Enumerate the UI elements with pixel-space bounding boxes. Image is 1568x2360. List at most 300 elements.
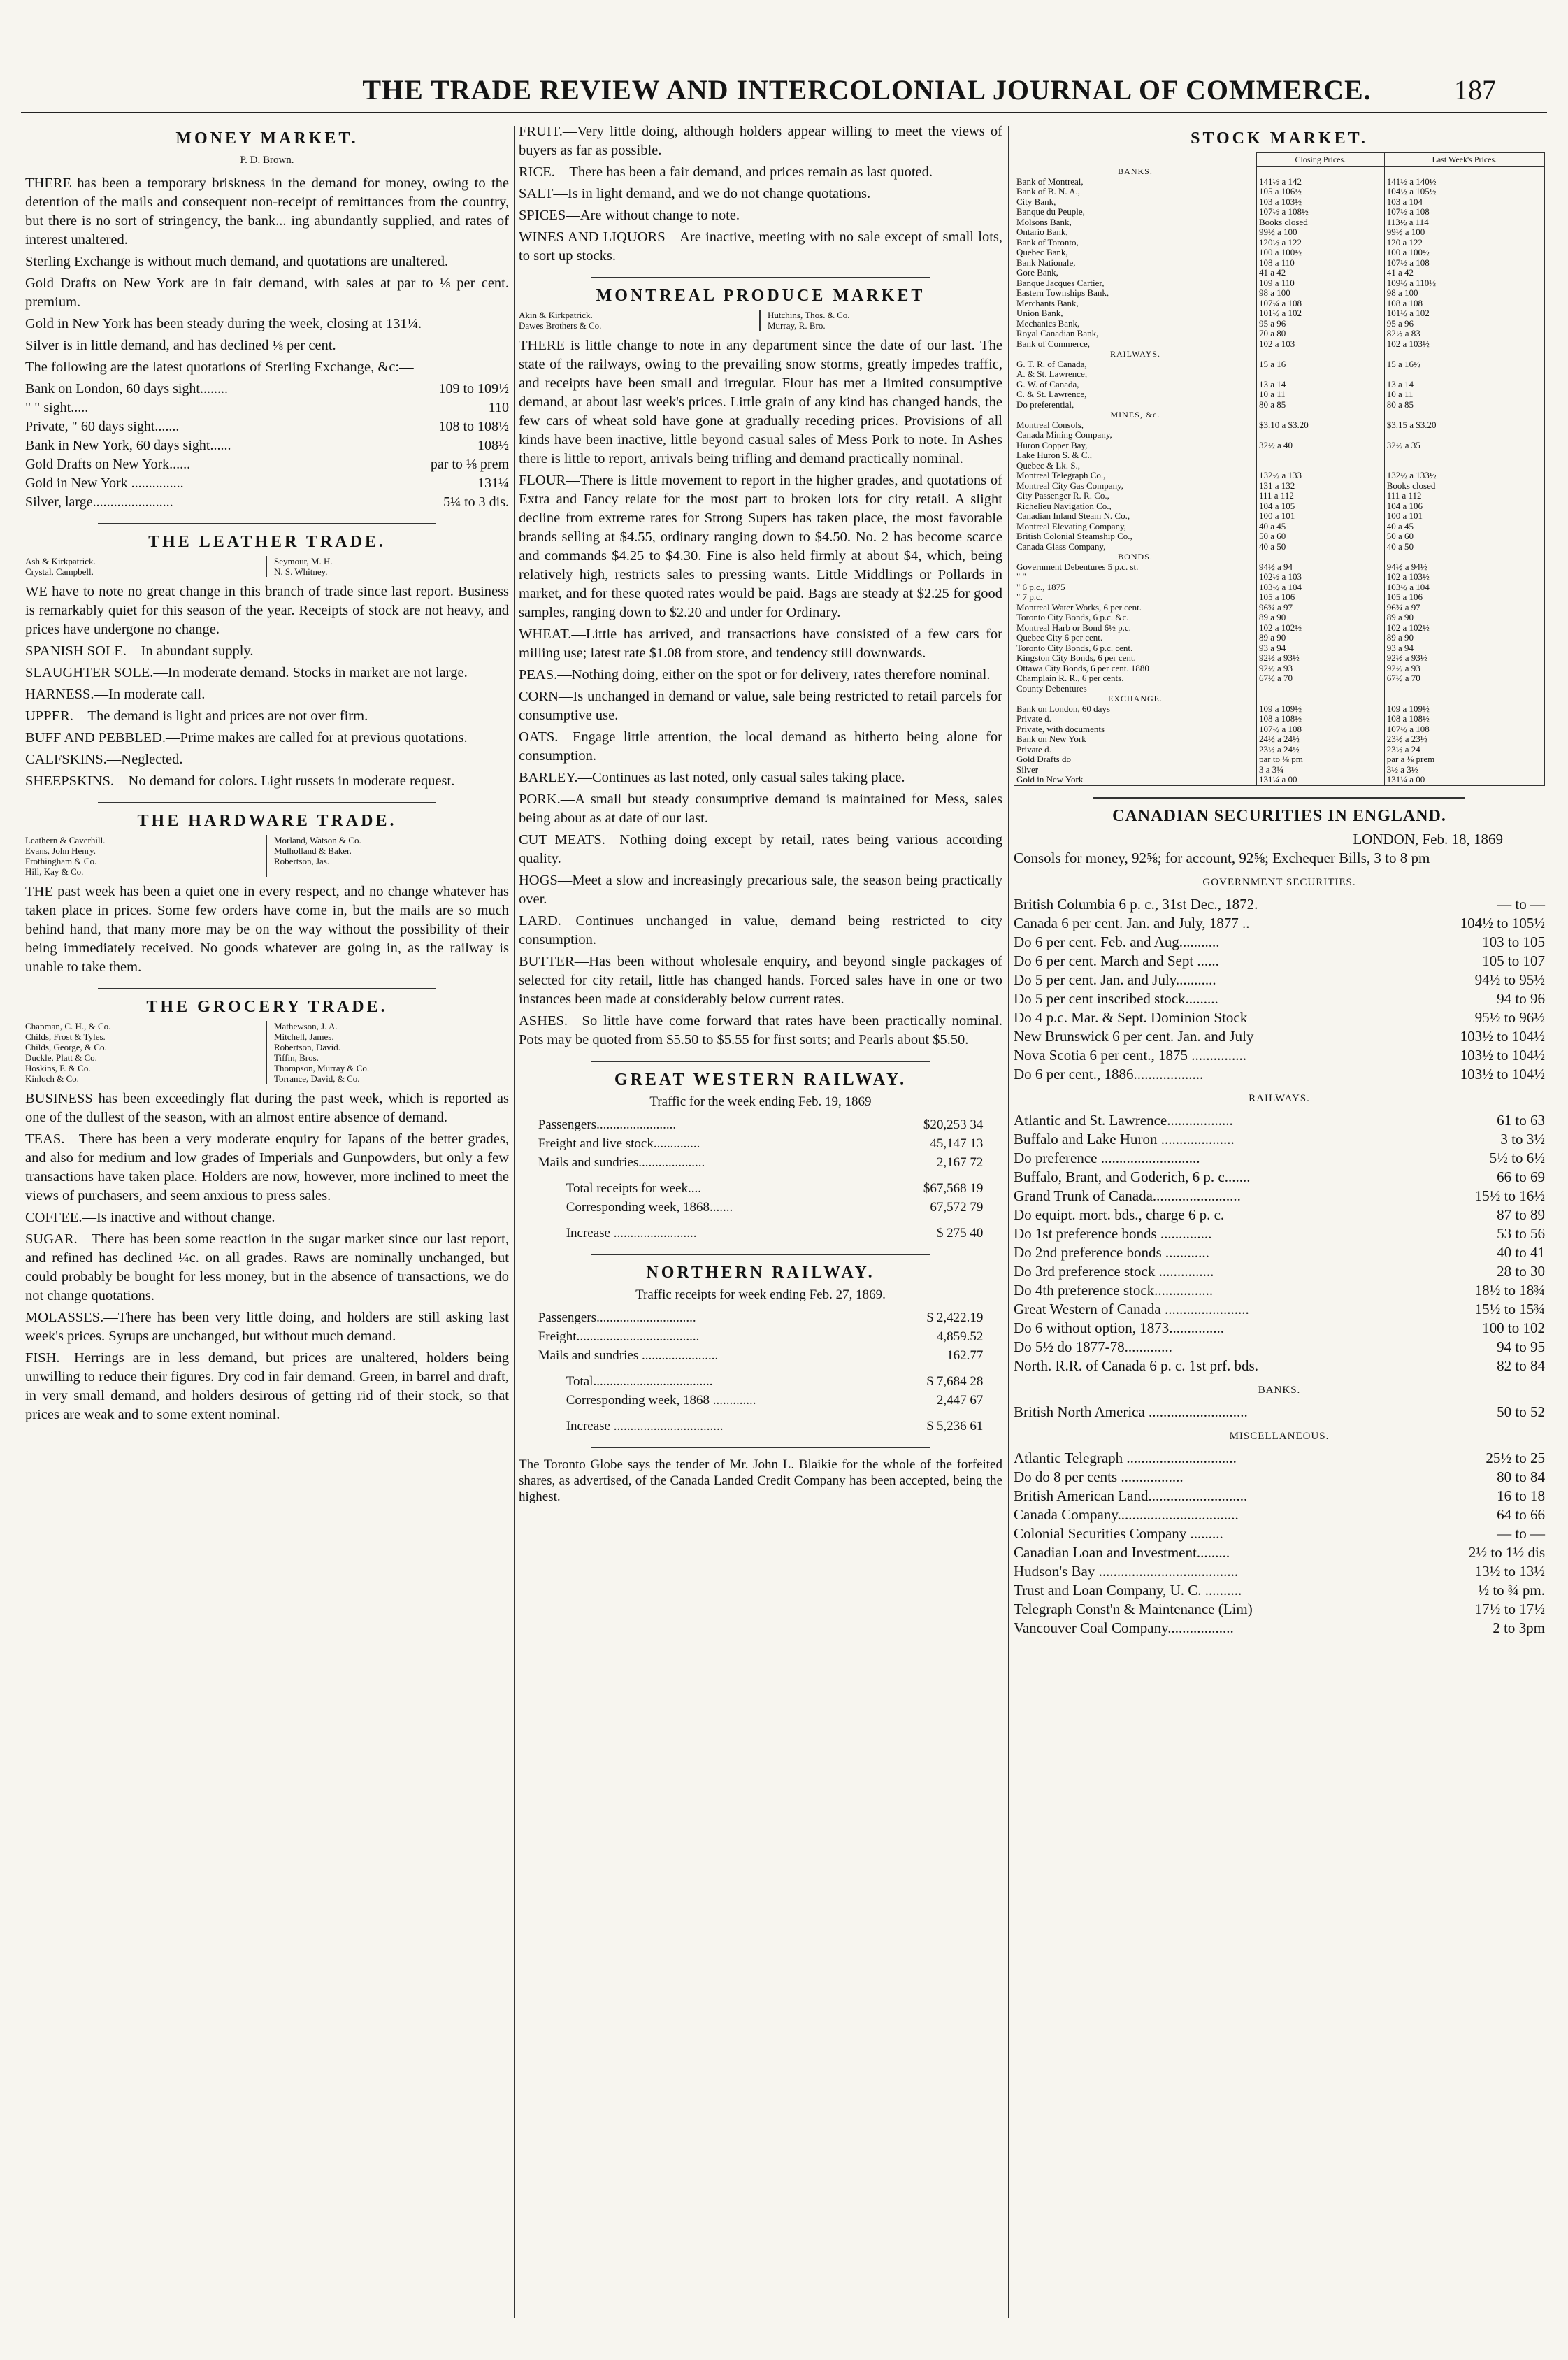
security-price: 105 to 107 bbox=[1482, 952, 1545, 969]
northern-railway-subtitle: Traffic receipts for week ending Feb. 27, 1869. bbox=[635, 1287, 886, 1302]
security-price: 64 to 66 bbox=[1497, 1506, 1545, 1523]
closing-price: 100 a 100½ bbox=[1257, 248, 1385, 258]
stock-name: Quebec Bank, bbox=[1014, 248, 1257, 258]
traffic-label: Passengers........................ bbox=[538, 1117, 677, 1132]
great-western-heading: GREAT WESTERN RAILWAY. bbox=[614, 1071, 907, 1089]
section-divider bbox=[591, 277, 930, 278]
stock-empty-cell bbox=[1257, 166, 1385, 177]
quote-row bbox=[25, 399, 509, 417]
closing-price: 93 a 94 bbox=[1257, 643, 1385, 654]
stock-name: Montreal Elevating Company, bbox=[1014, 522, 1257, 532]
paragraph: FLOUR—There is little movement to report in the higher grades, and quotations of Extra and Fancy relate for the most part to broken lots for city retail. A slight decline from extreme rates for Strong Supers has taken place, the most favorable brands selling at $4.55, ordinary ranging down to $4.50. No. 2 has become scarce and commands $4.25 to $4.30. Fine is also held firmly at about $4, which, being relatively high, restricts sales to pressing wants. Little Middlings or Pollards in market, and for these quoted rates would be paid. Bags are steady at $2.25 for good samples, ranging down to $2.20 and under for Ordinary. bbox=[519, 473, 1002, 620]
stock-row bbox=[1014, 633, 1545, 643]
last-week-price: 113½ a 114 bbox=[1384, 217, 1544, 228]
quote-label: Bank on London, 60 days sight........ bbox=[25, 381, 228, 396]
quote-row bbox=[25, 455, 509, 474]
stock-name-header bbox=[1014, 153, 1257, 167]
last-week-price: 99½ a 100 bbox=[1384, 227, 1544, 238]
paragraph: SPICES—Are without change to note. bbox=[519, 208, 740, 223]
last-week-price: 104 a 106 bbox=[1384, 501, 1544, 512]
last-week-price: 10 a 11 bbox=[1384, 389, 1544, 400]
paragraph: HARNESS.—In moderate call. bbox=[25, 687, 206, 702]
security-name: Do 5 per cent. Jan. and July........... bbox=[1014, 971, 1216, 988]
security-price: 94½ to 95½ bbox=[1474, 971, 1545, 988]
firm-list bbox=[25, 835, 509, 877]
stock-row bbox=[1014, 177, 1545, 187]
last-week-price: 92½ a 93½ bbox=[1384, 653, 1544, 664]
paragraph: Gold in New York has been steady during the week, closing at 131¼. bbox=[25, 316, 422, 331]
closing-price: 103½ a 104 bbox=[1257, 582, 1385, 593]
security-name: Canada Company................................. bbox=[1014, 1506, 1239, 1523]
stock-name: Bank on London, 60 days bbox=[1014, 704, 1257, 715]
paragraph: Silver is in little demand, and has declined ⅛ per cent. bbox=[25, 338, 336, 353]
closing-price: 132½ a 133 bbox=[1257, 471, 1385, 481]
last-week-prices-header: Last Week's Prices. bbox=[1384, 153, 1544, 167]
great-western-traffic bbox=[538, 1115, 984, 1243]
securities-row bbox=[1014, 1168, 1545, 1187]
stock-name: C. & St. Lawrence, bbox=[1014, 389, 1257, 400]
stock-row bbox=[1014, 369, 1545, 380]
security-name: British North America ........................... bbox=[1014, 1403, 1248, 1420]
security-price: 2½ to 1½ dis bbox=[1468, 1543, 1545, 1561]
paragraph: BUTTER—Has been without wholesale enquiry, and beyond single packages of selected for city retail, little has changed hands. Forced sales have in one or two instances been made at considerably below current rates. bbox=[519, 954, 1002, 1007]
stock-name: Banque Jacques Cartier, bbox=[1014, 278, 1257, 289]
traffic-total-row bbox=[538, 1172, 984, 1198]
firm-divider bbox=[759, 310, 762, 331]
stock-row bbox=[1014, 765, 1545, 775]
quote-row bbox=[25, 417, 509, 436]
stock-category-label: BANKS. bbox=[1014, 166, 1257, 177]
stock-row bbox=[1014, 430, 1545, 441]
security-name: Do 1st preference bonds .............. bbox=[1014, 1224, 1212, 1242]
paragraph: RICE.—There has been a fair demand, and prices remain as last quoted. bbox=[519, 164, 933, 180]
closing-price: 102½ a 103 bbox=[1257, 572, 1385, 582]
security-price: 100 to 102 bbox=[1482, 1319, 1545, 1336]
stock-name: Canada Mining Company, bbox=[1014, 430, 1257, 441]
section-divider bbox=[98, 988, 436, 989]
quote-row bbox=[25, 474, 509, 493]
stock-header-row bbox=[1014, 153, 1545, 167]
paragraph: FRUIT.—Very little doing, although holders appear willing to meet the views of buyers as far as possible. bbox=[519, 124, 1002, 158]
closing-price: 95 a 96 bbox=[1257, 319, 1385, 329]
last-week-price bbox=[1384, 684, 1544, 694]
security-name: Nova Scotia 6 per cent., 1875 ............... bbox=[1014, 1046, 1247, 1064]
hardware-trade-heading: THE HARDWARE TRADE. bbox=[137, 812, 397, 830]
last-week-price: 92½ a 93 bbox=[1384, 664, 1544, 674]
closing-price: 40 a 50 bbox=[1257, 542, 1385, 552]
stock-name: Do preferential, bbox=[1014, 400, 1257, 410]
stock-row bbox=[1014, 197, 1545, 208]
traffic-value: 4,859.52 bbox=[936, 1329, 984, 1344]
stock-row bbox=[1014, 643, 1545, 654]
stock-row bbox=[1014, 491, 1545, 501]
security-price: — to — bbox=[1497, 1524, 1545, 1542]
securities-row bbox=[1014, 971, 1545, 989]
stock-category-label: BONDS. bbox=[1014, 552, 1257, 562]
security-price: 3 to 3½ bbox=[1500, 1130, 1545, 1147]
stock-row bbox=[1014, 734, 1545, 745]
last-week-price: 109½ a 110½ bbox=[1384, 278, 1544, 289]
paragraph: SALT—Is in light demand, and we do not change quotations. bbox=[519, 186, 871, 201]
stock-category-label: EXCHANGE. bbox=[1014, 694, 1257, 704]
closing-price: 96¾ a 97 bbox=[1257, 603, 1385, 613]
closing-price: 32½ a 40 bbox=[1257, 441, 1385, 451]
money-market-byline: P. D. Brown. bbox=[240, 155, 294, 166]
traffic-row bbox=[538, 1308, 984, 1327]
last-week-price: 108 a 108 bbox=[1384, 299, 1544, 309]
column-1 bbox=[25, 122, 509, 1427]
stock-row bbox=[1014, 359, 1545, 370]
last-week-price: 105 a 106 bbox=[1384, 592, 1544, 603]
closing-price: 67½ a 70 bbox=[1257, 673, 1385, 684]
traffic-label: Increase ................................. bbox=[566, 1419, 724, 1433]
last-week-price: 100 a 100½ bbox=[1384, 248, 1544, 258]
stock-empty-cell bbox=[1257, 694, 1385, 704]
stock-name: Montreal City Gas Company, bbox=[1014, 481, 1257, 492]
securities-row bbox=[1014, 1543, 1545, 1562]
closing-prices-header: Closing Prices. bbox=[1257, 153, 1385, 167]
last-week-price: 41 a 42 bbox=[1384, 268, 1544, 278]
last-week-price: 94½ a 94½ bbox=[1384, 562, 1544, 573]
stock-row bbox=[1014, 450, 1545, 461]
stock-row bbox=[1014, 329, 1545, 339]
security-price: 82 to 84 bbox=[1497, 1357, 1545, 1374]
security-name: Great Western of Canada ....................... bbox=[1014, 1300, 1249, 1317]
traffic-label: Corresponding week, 1868 ............. bbox=[566, 1393, 756, 1408]
closing-price: 131¼ a 00 bbox=[1257, 775, 1385, 785]
stock-category-label: RAILWAYS. bbox=[1014, 349, 1257, 359]
traffic-label: Total.................................... bbox=[566, 1374, 713, 1389]
last-week-price: 102 a 103½ bbox=[1384, 572, 1544, 582]
securities-row bbox=[1014, 1008, 1545, 1027]
security-price: 18½ to 18¾ bbox=[1474, 1281, 1545, 1299]
closing-price bbox=[1257, 450, 1385, 461]
closing-price: 104 a 105 bbox=[1257, 501, 1385, 512]
security-name: Do 2nd preference bonds ............ bbox=[1014, 1243, 1209, 1261]
traffic-row bbox=[538, 1346, 984, 1365]
stock-row bbox=[1014, 441, 1545, 451]
securities-row bbox=[1014, 1468, 1545, 1487]
closing-price bbox=[1257, 369, 1385, 380]
last-week-price: 89 a 90 bbox=[1384, 633, 1544, 643]
security-name: Grand Trunk of Canada........................ bbox=[1014, 1187, 1241, 1204]
last-week-price: 120 a 122 bbox=[1384, 238, 1544, 248]
securities-row bbox=[1014, 1065, 1545, 1084]
stock-row bbox=[1014, 511, 1545, 522]
section-divider bbox=[591, 1061, 930, 1062]
last-week-price: 100 a 101 bbox=[1384, 511, 1544, 522]
stock-category-row bbox=[1014, 410, 1545, 420]
last-week-price: 102 a 102½ bbox=[1384, 623, 1544, 634]
paragraph: SPANISH SOLE.—In abundant supply. bbox=[25, 643, 254, 659]
last-week-price: 93 a 94 bbox=[1384, 643, 1544, 654]
stock-row bbox=[1014, 299, 1545, 309]
firm-divider bbox=[266, 556, 268, 577]
closing-price: 102 a 103 bbox=[1257, 339, 1385, 350]
last-week-price: $3.15 a $3.20 bbox=[1384, 420, 1544, 431]
dateline: LONDON, Feb. 18, 1869 bbox=[1353, 830, 1503, 848]
stock-name: Montreal Consols, bbox=[1014, 420, 1257, 431]
stock-row bbox=[1014, 238, 1545, 248]
last-week-price: 89 a 90 bbox=[1384, 613, 1544, 623]
closing-price: 89 a 90 bbox=[1257, 613, 1385, 623]
stock-empty-cell bbox=[1384, 349, 1544, 359]
securities-row bbox=[1014, 1357, 1545, 1375]
stock-name: Bank on New York bbox=[1014, 734, 1257, 745]
closing-price bbox=[1257, 430, 1385, 441]
securities-category-label: GOVERNMENT SECURITIES. bbox=[1202, 876, 1356, 888]
closing-price bbox=[1257, 684, 1385, 694]
paragraph: HOGS—Meet a slow and increasingly precarious sale, the season being practically over. bbox=[519, 873, 1002, 907]
security-price: 61 to 63 bbox=[1497, 1111, 1545, 1129]
quote-row bbox=[25, 493, 509, 512]
traffic-value: 67,572 79 bbox=[930, 1200, 984, 1215]
stock-empty-cell bbox=[1384, 410, 1544, 420]
securities-row bbox=[1014, 1487, 1545, 1506]
closing-price: 13 a 14 bbox=[1257, 380, 1385, 390]
paragraph: THE past week has been a quiet one in every respect, and no change whatever has taken place in prices. Some few orders have come in, but the mails are so much behind hand, that many more may be on the way without the possibility of their being immediately received. No goods whatever are going in, as the railway is unable to take them. bbox=[25, 884, 509, 975]
security-name: Buffalo and Lake Huron .................... bbox=[1014, 1130, 1235, 1147]
traffic-label: Increase ......................... bbox=[566, 1226, 697, 1240]
stock-row bbox=[1014, 653, 1545, 664]
paragraph: CALFSKINS.—Neglected. bbox=[25, 752, 183, 767]
stock-row bbox=[1014, 664, 1545, 674]
securities-row bbox=[1014, 1046, 1545, 1065]
stock-name: Bank of Montreal, bbox=[1014, 177, 1257, 187]
closing-price: $3.10 a $3.20 bbox=[1257, 420, 1385, 431]
northern-railway-heading: NORTHERN RAILWAY. bbox=[646, 1264, 875, 1282]
stock-empty-cell bbox=[1384, 694, 1544, 704]
traffic-value: 45,147 13 bbox=[930, 1136, 984, 1151]
security-price: 104½ to 105½ bbox=[1460, 914, 1545, 931]
closing-price: 109 a 109½ bbox=[1257, 704, 1385, 715]
stock-name: Toronto City Bonds, 6 p.c. cent. bbox=[1014, 643, 1257, 654]
stock-row bbox=[1014, 339, 1545, 350]
stock-row bbox=[1014, 572, 1545, 582]
stock-name: Banque du Peuple, bbox=[1014, 207, 1257, 217]
securities-row bbox=[1014, 1524, 1545, 1543]
section-divider bbox=[98, 802, 436, 803]
traffic-label: Mails and sundries.................... bbox=[538, 1155, 705, 1170]
column-2 bbox=[519, 122, 1002, 1505]
firm-names: Morland, Watson & Co. Mulholland & Baker. Robertson, Jas. bbox=[274, 835, 361, 866]
security-name: Do 4th preference stock................ bbox=[1014, 1281, 1214, 1299]
stock-name: Molsons Bank, bbox=[1014, 217, 1257, 228]
section-divider bbox=[98, 523, 436, 524]
securities-row bbox=[1014, 1149, 1545, 1168]
traffic-value: $ 5,236 61 bbox=[926, 1419, 984, 1433]
paragraph: SLAUGHTER SOLE.—In moderate demand. Stocks in market are not large. bbox=[25, 665, 468, 680]
securities-row bbox=[1014, 1300, 1545, 1319]
traffic-value: $ 275 40 bbox=[936, 1226, 984, 1240]
last-week-price: 132½ a 133½ bbox=[1384, 471, 1544, 481]
stock-row bbox=[1014, 471, 1545, 481]
securities-row bbox=[1014, 1506, 1545, 1524]
paragraph: CORN—Is unchanged in demand or value, sale being restricted to retail parcels for consumptive use. bbox=[519, 689, 1002, 723]
stock-name: Bank Nationale, bbox=[1014, 258, 1257, 269]
stock-name: Lake Huron S. & C., bbox=[1014, 450, 1257, 461]
securities-category-label: RAILWAYS. bbox=[1249, 1092, 1310, 1104]
paragraph: TEAS.—There has been a very moderate enquiry for Japans of the better grades, and also for medium and low grades of Imperials and Gunpowders, but only a few transactions have taken place. Holders are now, however, more inclined to meet the views of purchasers, and seem anxious to press sales. bbox=[25, 1131, 509, 1203]
closing-price: 89 a 90 bbox=[1257, 633, 1385, 643]
paragraph: WINES AND LIQUORS—Are inactive, meeting with no sale except of small lots, to sort up stocks. bbox=[519, 229, 1002, 264]
closing-price: 101½ a 102 bbox=[1257, 308, 1385, 319]
traffic-row bbox=[538, 1391, 984, 1410]
security-price: 80 to 84 bbox=[1497, 1468, 1545, 1485]
security-name: Hudson's Bay ...................................... bbox=[1014, 1562, 1239, 1580]
traffic-value: $20,253 34 bbox=[923, 1117, 984, 1132]
security-name: Do equipt. mort. bds., charge 6 p. c. bbox=[1014, 1206, 1225, 1223]
stock-row bbox=[1014, 389, 1545, 400]
stock-name: Gold in New York bbox=[1014, 775, 1257, 785]
traffic-row bbox=[538, 1134, 984, 1153]
security-name: Telegraph Const'n & Maintenance (Lim) bbox=[1014, 1600, 1253, 1617]
stock-name: A. & St. Lawrence, bbox=[1014, 369, 1257, 380]
northern-railway-traffic bbox=[538, 1308, 984, 1436]
security-price: 16 to 18 bbox=[1497, 1487, 1545, 1504]
paragraph: PORK.—A small but steady consumptive demand is maintained for Mess, sales being about as at date of our last. bbox=[519, 792, 1002, 826]
traffic-label: Passengers.............................. bbox=[538, 1310, 696, 1325]
paragraph: WHEAT.—Little has arrived, and transactions have consisted of a few cars for milling use; latest rate $1.08 from store, and tendency still downwards. bbox=[519, 627, 1002, 661]
stock-name: Canadian Inland Steam N. Co., bbox=[1014, 511, 1257, 522]
closing-price: 108 a 110 bbox=[1257, 258, 1385, 269]
closing-price: Books closed bbox=[1257, 217, 1385, 228]
traffic-value: $ 2,422.19 bbox=[926, 1310, 984, 1325]
stock-row bbox=[1014, 227, 1545, 238]
stock-row bbox=[1014, 603, 1545, 613]
closing-price: 92½ a 93½ bbox=[1257, 653, 1385, 664]
masthead-title: THE TRADE REVIEW AND INTERCOLONIAL JOURNAL OF COMMERCE. bbox=[362, 74, 1372, 106]
great-western-subtitle: Traffic for the week ending Feb. 19, 1869 bbox=[649, 1094, 872, 1109]
paragraph: The following are the latest quotations of Sterling Exchange, &c:— bbox=[25, 359, 414, 375]
last-week-price: 67½ a 70 bbox=[1384, 673, 1544, 684]
security-name: Atlantic and St. Lawrence.................. bbox=[1014, 1111, 1233, 1129]
securities-row bbox=[1014, 1319, 1545, 1338]
stock-name: Gold Drafts do bbox=[1014, 755, 1257, 765]
security-price: 40 to 41 bbox=[1497, 1243, 1545, 1261]
traffic-value: 162.77 bbox=[947, 1348, 984, 1363]
stock-table bbox=[1014, 152, 1545, 786]
security-name: Vancouver Coal Company.................. bbox=[1014, 1619, 1234, 1636]
last-week-price: 107½ a 108 bbox=[1384, 724, 1544, 735]
closing-price: 107½ a 108 bbox=[1257, 724, 1385, 735]
securities-row bbox=[1014, 1562, 1545, 1581]
closing-price: 100 a 101 bbox=[1257, 511, 1385, 522]
closing-price: 109 a 110 bbox=[1257, 278, 1385, 289]
stock-row bbox=[1014, 268, 1545, 278]
closing-price: 24½ a 24½ bbox=[1257, 734, 1385, 745]
stock-name: Private, with documents bbox=[1014, 724, 1257, 735]
security-price: 103½ to 104½ bbox=[1460, 1065, 1545, 1082]
stock-name: Huron Copper Bay, bbox=[1014, 441, 1257, 451]
securities-row bbox=[1014, 1130, 1545, 1149]
last-week-price: 15 a 16½ bbox=[1384, 359, 1544, 370]
securities-row bbox=[1014, 1187, 1545, 1206]
stock-row bbox=[1014, 775, 1545, 785]
stock-row bbox=[1014, 258, 1545, 269]
last-week-price bbox=[1384, 461, 1544, 471]
securities-row bbox=[1014, 1224, 1545, 1243]
paragraph: BUSINESS has been exceedingly flat during the past week, which is reported as one of the dullest of the season, with an almost entire absence of demand. bbox=[25, 1091, 509, 1125]
header-rule bbox=[21, 112, 1547, 113]
stock-row bbox=[1014, 187, 1545, 197]
security-price: 15½ to 16½ bbox=[1474, 1187, 1545, 1204]
last-week-price bbox=[1384, 430, 1544, 441]
security-name: Canada 6 per cent. Jan. and July, 1877 .. bbox=[1014, 914, 1250, 931]
paragraph: Sterling Exchange is without much demand, and quotations are unaltered. bbox=[25, 254, 449, 269]
grocery-trade-heading: THE GROCERY TRADE. bbox=[146, 998, 388, 1016]
stock-name: City Passenger R. R. Co., bbox=[1014, 491, 1257, 501]
paragraph: SHEEPSKINS.—No demand for colors. Light russets in moderate request. bbox=[25, 773, 455, 789]
quote-label: Private, " 60 days sight....... bbox=[25, 419, 180, 434]
traffic-row bbox=[538, 1115, 984, 1134]
stock-name: Private d. bbox=[1014, 714, 1257, 724]
securities-row bbox=[1014, 1281, 1545, 1300]
stock-row bbox=[1014, 704, 1545, 715]
last-week-price: 131¼ a 00 bbox=[1384, 775, 1544, 785]
stock-name: G. W. of Canada, bbox=[1014, 380, 1257, 390]
security-name: Do 4 p.c. Mar. & Sept. Dominion Stock bbox=[1014, 1008, 1248, 1026]
traffic-value: 2,447 67 bbox=[936, 1393, 984, 1408]
stock-row bbox=[1014, 501, 1545, 512]
security-price: 2 to 3pm bbox=[1493, 1619, 1545, 1636]
last-week-price: 104½ a 105½ bbox=[1384, 187, 1544, 197]
stock-name: G. T. R. of Canada, bbox=[1014, 359, 1257, 370]
security-name: Do 6 without option, 1873............... bbox=[1014, 1319, 1225, 1336]
stock-row bbox=[1014, 592, 1545, 603]
closing-price: 15 a 16 bbox=[1257, 359, 1385, 370]
last-week-price: 40 a 50 bbox=[1384, 542, 1544, 552]
security-price: 94 to 96 bbox=[1497, 989, 1545, 1007]
paragraph: Gold Drafts on New York are in fair demand, with sales at par to ⅛ per cent. premium. bbox=[25, 276, 509, 310]
security-price: 66 to 69 bbox=[1497, 1168, 1545, 1185]
last-week-price: 40 a 45 bbox=[1384, 522, 1544, 532]
paragraph: SUGAR.—There has been some reaction in the sugar market since our last report, and refined has declined ¼c. on all grades. Raws are nominally unchanged, but could probably be bought for less money, but in the absence of transactions, we do not change quotations. bbox=[25, 1231, 509, 1303]
last-week-price bbox=[1384, 369, 1544, 380]
traffic-row bbox=[538, 1153, 984, 1172]
stock-name: " 6 p.c., 1875 bbox=[1014, 582, 1257, 593]
firm-names: Seymour, M. H. N. S. Whitney. bbox=[274, 556, 333, 577]
security-name: Do 6 per cent., 1886................... bbox=[1014, 1065, 1204, 1082]
security-price: 5½ to 6½ bbox=[1489, 1149, 1545, 1166]
closing-price: 3 a 3¼ bbox=[1257, 765, 1385, 775]
stock-row bbox=[1014, 562, 1545, 573]
security-name: New Brunswick 6 per cent. Jan. and July bbox=[1014, 1027, 1254, 1045]
security-name: Do preference ........................... bbox=[1014, 1149, 1200, 1166]
securities-row bbox=[1014, 1403, 1545, 1422]
closing-price: 41 a 42 bbox=[1257, 268, 1385, 278]
closing-price: par to ⅛ pm bbox=[1257, 755, 1385, 765]
closing-price: 107½ a 108½ bbox=[1257, 207, 1385, 217]
securities-category-label: MISCELLANEOUS. bbox=[1229, 1430, 1330, 1442]
quote-label: Silver, large....................... bbox=[25, 494, 173, 510]
stock-name: Mechanics Bank, bbox=[1014, 319, 1257, 329]
stock-row bbox=[1014, 207, 1545, 217]
securities-row bbox=[1014, 933, 1545, 952]
securities-row bbox=[1014, 1243, 1545, 1262]
security-name: Do 5 per cent inscribed stock......... bbox=[1014, 989, 1218, 1007]
last-week-price: 98 a 100 bbox=[1384, 288, 1544, 299]
canadian-securities bbox=[1014, 830, 1545, 1638]
security-name: Do 6 per cent. March and Sept ...... bbox=[1014, 952, 1219, 969]
securities-row bbox=[1014, 895, 1545, 914]
stock-row bbox=[1014, 531, 1545, 542]
page-number: 187 bbox=[1454, 74, 1496, 106]
last-week-price: 103 a 104 bbox=[1384, 197, 1544, 208]
last-week-price: 13 a 14 bbox=[1384, 380, 1544, 390]
security-name: Do do 8 per cents ................. bbox=[1014, 1468, 1184, 1485]
traffic-value: $ 7,684 28 bbox=[926, 1374, 984, 1389]
